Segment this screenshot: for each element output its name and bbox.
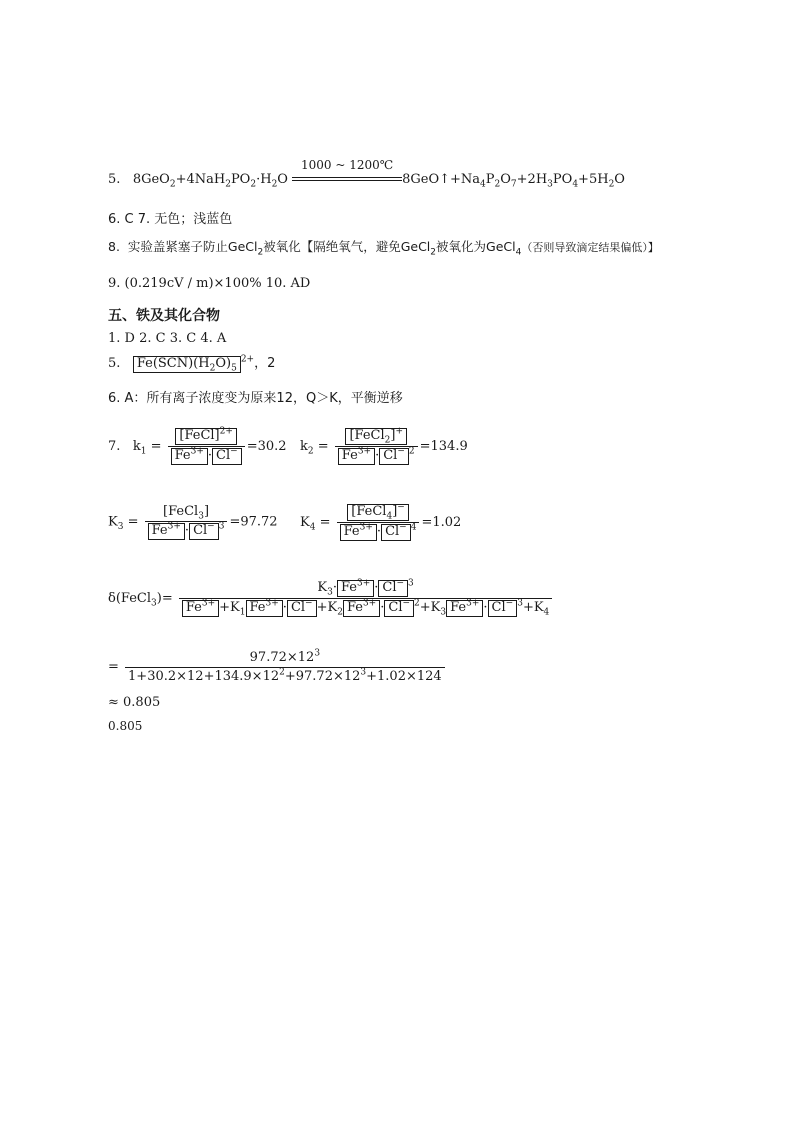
complex-formula: $Fe(SCN)(H_2O)_5$ bbox=[133, 356, 241, 373]
q5-complex-answer: 5. $Fe(SCN)(H_2O)_5^{2+}$，2 bbox=[108, 354, 276, 374]
k2-expression: $k_2$ = $\frac{[FeCl_2]^+}{Fe^{3+} \cdot Cl^- ^2}$ =134.9 bbox=[300, 426, 468, 463]
approx-result: ≈ 0.805 bbox=[108, 695, 161, 710]
calc-fraction: $\frac{97.72\times 12^3}{1+30.2\times 12+134.9\times 12^2+97.72\times 12^3+1.02\times 124}$ bbox=[125, 650, 445, 684]
section-answers-1-4: 1. D 2. C 3. C 4. A bbox=[108, 331, 227, 346]
K4-expression: $K_4$ = $\frac{[FeCl_4]^-}{Fe^{3+} \cdot Cl^- ^4}$ =1.02 bbox=[300, 502, 462, 539]
delta-fraction: $\frac{K_3\cdot Fe^{3+} \cdot Cl^- ^3}{Fe^{3+} +K_1 Fe^{3+} \cdot Cl^- +K_2 Fe^{3+} \cdot Cl^- ^2+K_3 Fe^{3+} \cdot Cl^- ^3+K_4}$ bbox=[179, 580, 552, 617]
section-title: 五、铁及其化合物 bbox=[108, 308, 220, 324]
q6-q7-answers: 6. C 7. 无色；浅蓝色 bbox=[108, 212, 233, 227]
reaction-condition: 1000 ~ 1200℃ bbox=[301, 157, 394, 172]
k1-fraction: $\frac{[FeCl]^{2+}}{Fe^{3+} \cdot Cl^-}$ bbox=[168, 428, 245, 465]
K3-fraction: $\frac{[FeCl_3]}{Fe^{3+} \cdot Cl^- ^3}$ bbox=[145, 504, 228, 540]
numeric-substitution: = $\frac{97.72\times 12^3}{1+30.2\times 12+134.9\times 12^2+97.72\times 12^3+1.02\times 124}$ bbox=[108, 650, 447, 684]
q8-answer: 8. 实验盖紧塞子防止GeCl$_2$被氧化【隔绝氧气，避免GeCl$_2$被氧化为GeCl$_4$（否则导致滴定结果偏低）】 bbox=[108, 239, 659, 258]
delta-fecl3-expression: δ(FeCl$_3$)= $\frac{K_3\cdot Fe^{3+} \cdot Cl^- ^3}{Fe^{3+} +K_1 Fe^{3+} \cdot Cl^- +K_2 Fe^{3+} \cdot Cl^- ^2+K_3 Fe^{3+} \cdot Cl^- ^3+K_4}$ bbox=[108, 580, 554, 617]
reaction-arrow bbox=[292, 157, 402, 185]
k1-expression: 7. $k_1$ = $\frac{[FeCl]^{2+}}{Fe^{3+} \cdot Cl^-}$ =30.2 bbox=[108, 426, 287, 463]
k2-fraction: $\frac{[FeCl_2]^+}{Fe^{3+} \cdot Cl^- ^2}$ bbox=[335, 428, 418, 465]
q6-equilibrium-answer: 6. A：所有离子浓度变为原来12，Q＞K，平衡逆移 bbox=[108, 391, 403, 406]
q9-q10-answers: 9. (0.219cV / m)×100% 10. AD bbox=[108, 276, 311, 291]
final-result: 0.805 bbox=[108, 719, 143, 733]
K4-fraction: $\frac{[FeCl_4]^-}{Fe^{3+} \cdot Cl^- ^4}$ bbox=[337, 504, 420, 541]
K3-expression: $K_3$ = $\frac{[FeCl_3]}{Fe^{3+} \cdot Cl^- ^3}$ =97.72 bbox=[108, 504, 278, 538]
q5-equation: 5. $8GeO_2+4NaH_2PO_2\cdot H_2O$ 1000 ~ 1200℃ $8GeO↑+Na_4P_2O_7+2H_3PO_4+5H_2O$ bbox=[108, 157, 625, 190]
